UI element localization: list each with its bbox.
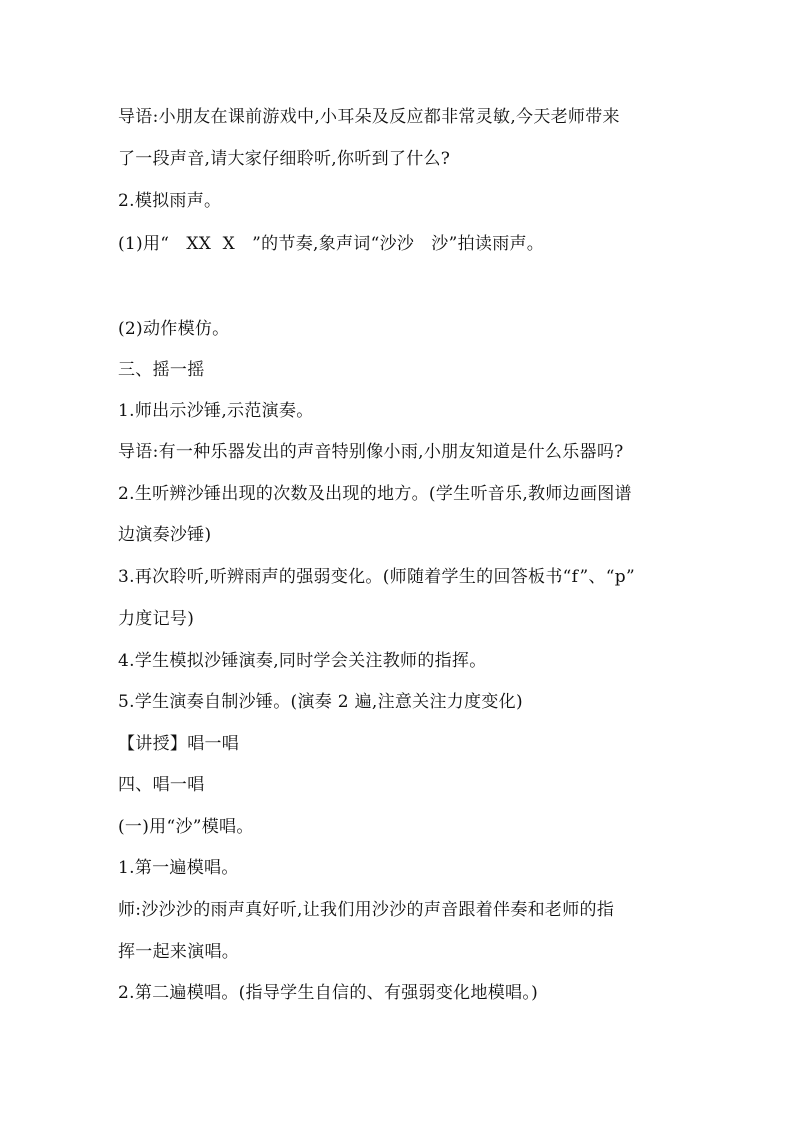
teacher-demo-line: 1.师出示沙锤,示范演奏。 xyxy=(118,401,314,421)
self-made-maracas-line: 5.学生演奏自制沙锤。(演奏 2 遍,注意关注力度变化) xyxy=(118,692,523,712)
step-2-heading: 2.模拟雨声。 xyxy=(118,191,222,211)
teacher-speech-line-2: 挥一起来演唱。 xyxy=(118,942,240,962)
teacher-speech-line-1: 师:沙沙沙的雨声真好听,让我们用沙沙的声音跟着伴奏和老师的指 xyxy=(118,900,615,920)
second-hum-line: 2.第二遍模唱。(指导学生自信的、有强弱变化地模唱。) xyxy=(118,983,539,1003)
listen-identify-line-2: 边演奏沙锤) xyxy=(118,525,212,545)
dynamics-line-1: 3.再次聆听,听辨雨声的强弱变化。(师随着学生的回答板书“f”、“p” xyxy=(118,567,635,587)
dynamics-line-2: 力度记号) xyxy=(118,609,195,629)
intro-line-1: 导语:小朋友在课前游戏中,小耳朵及反应都非常灵敏,今天老师带来 xyxy=(118,107,620,127)
imitate-playing-line: 4.学生模拟沙锤演奏,同时学会关注教师的指挥。 xyxy=(118,651,487,671)
hum-with-sha-line: (一)用“沙”模唱。 xyxy=(118,817,254,837)
rhythm-instruction: (1)用“ XX X ”的节奏,象声词“沙沙 沙”拍读雨声。 xyxy=(118,234,545,254)
intro-line-2: 了一段声音,请大家仔细聆听,你听到了什么? xyxy=(118,149,451,169)
section-four-heading: 四、唱一唱 xyxy=(118,775,205,795)
section-three-heading: 三、摇一摇 xyxy=(118,360,205,380)
listen-identify-line-1: 2.生听辨沙锤出现的次数及出现的地方。(学生听音乐,教师边画图谱 xyxy=(118,484,632,504)
first-hum-line: 1.第一遍模唱。 xyxy=(118,858,239,878)
lecture-heading: 【讲授】唱一唱 xyxy=(118,734,240,754)
instrument-intro-line: 导语:有一种乐器发出的声音特别像小雨,小朋友知道是什么乐器吗? xyxy=(118,442,624,462)
action-imitation: (2)动作模仿。 xyxy=(118,319,230,339)
